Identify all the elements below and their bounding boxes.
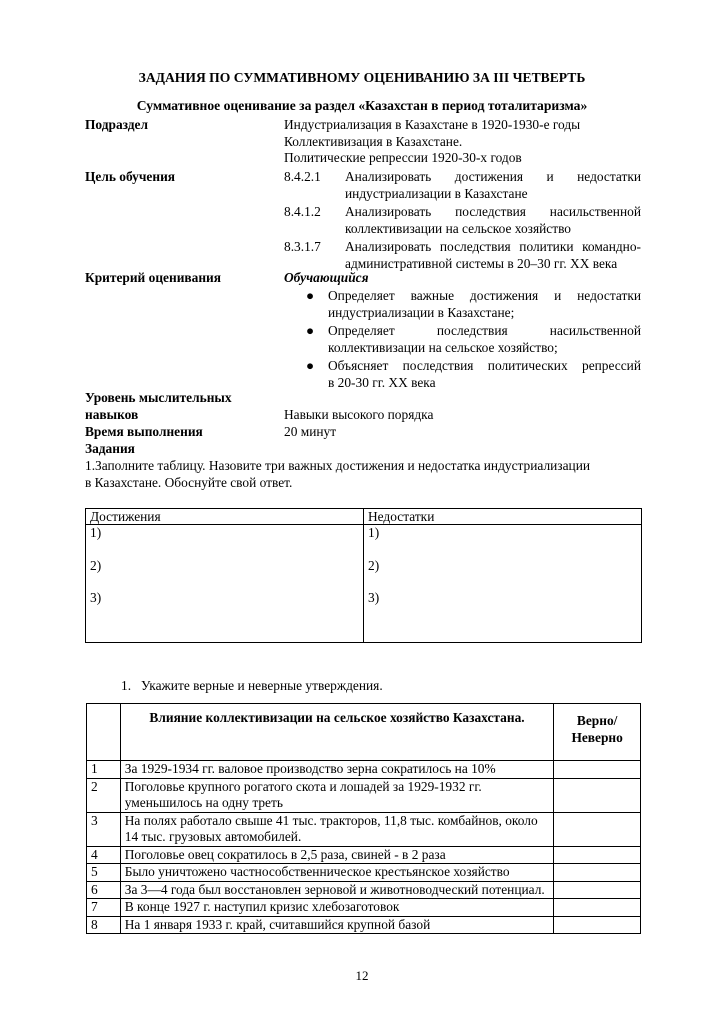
answer-cell[interactable] <box>554 846 641 864</box>
subsection-label: Подраздел <box>85 117 149 132</box>
goal-label: Цель обучения <box>85 169 176 184</box>
row-statement: Поголовье овец сократилось в 2,5 раза, свиней - в 2 раза <box>120 846 554 864</box>
time-value: 20 минут <box>284 424 337 439</box>
table-row <box>87 846 641 864</box>
goal-text: коллективизации на сельское хозяйство <box>345 220 571 236</box>
time-label: Время выполнения <box>85 424 203 439</box>
bullet-icon: ● <box>306 323 315 338</box>
answer-cell[interactable] <box>554 778 641 812</box>
achievements-header: Достижения <box>86 509 364 525</box>
table-row <box>87 864 641 882</box>
achievements-cell[interactable]: 1) 2) 3) <box>86 525 364 643</box>
goal-code: 8.3.1.7 <box>284 239 321 254</box>
row-number: 4 <box>87 846 121 864</box>
table-row <box>87 778 641 812</box>
goal-text: индустриализации в Казахстане <box>345 185 528 201</box>
criteria-item: ● Определяет последствия насильственной коллективизации на сельское хозяйство; <box>306 323 641 355</box>
criteria-list <box>300 288 641 391</box>
row-number: 5 <box>87 864 121 882</box>
row-number: 6 <box>87 881 121 899</box>
row-statement: Было уничтожено частнособственническое крестьянское хозяйство <box>120 864 554 882</box>
task1-instruction: 1.Заполните таблицу. Назовите три важных достижения и недостатка индустриализации в Казахстане. Обоснуйте свой ответ. <box>85 458 591 490</box>
subsection-values <box>284 117 641 167</box>
table-row <box>87 916 641 934</box>
row-statement: Поголовье крупного рогатого скота и лошадей за 1929-1932 гг. уменьшилось на одну треть <box>120 778 554 812</box>
statement-header: Влияние коллективизации на сельское хозяйство Казахстана. <box>120 704 554 761</box>
goal-text: Анализировать последствия политики командно- <box>345 239 641 254</box>
task2-instruction: Укажите верные и неверные утверждения. <box>141 678 383 693</box>
row-statement: За 1929-1934 гг. валовое производство зерна сократилось на 10% <box>120 761 554 779</box>
answer-cell[interactable] <box>554 864 641 882</box>
row-statement: За 3—4 года был восстановлен зерновой и животноводческий потенциал. <box>120 881 554 899</box>
goal-list <box>284 169 641 272</box>
goal-code: 8.4.1.2 <box>284 204 321 219</box>
thinking-label: Уровень мыслительных навыков <box>85 390 232 422</box>
shortcomings-header: Недостатки <box>364 509 642 525</box>
table-header-row <box>86 509 642 525</box>
tasks-label: Задания <box>85 441 135 456</box>
table-row <box>87 881 641 899</box>
goal-item <box>284 239 641 272</box>
criteria-intro: Обучающийся <box>284 270 369 285</box>
bullet-icon: ● <box>306 288 315 303</box>
table-row <box>87 899 641 917</box>
task2-number: 1. <box>121 678 132 693</box>
table-row <box>87 812 641 846</box>
row-statement: В конце 1927 г. наступил кризис хлебозаготовок <box>120 899 554 917</box>
page-title: ЗАДАНИЯ ПО СУММАТИВНОМУ ОЦЕНИВАНИЮ ЗА III ЧЕТВЕРТЬ <box>138 70 586 85</box>
goal-code: 8.4.2.1 <box>284 169 321 184</box>
answer-header: Верно/ Неверно <box>554 704 641 761</box>
row-statement: На 1 января 1933 г. край, считавшийся крупной базой <box>120 916 554 934</box>
subsection-line: Коллективизация в Казахстане. <box>284 133 463 149</box>
industrialization-table <box>85 508 642 643</box>
row-number: 2 <box>87 778 121 812</box>
table-row <box>86 525 642 643</box>
row-number: 1 <box>87 761 121 779</box>
row-number: 3 <box>87 812 121 846</box>
goal-item <box>284 204 641 237</box>
goal-item <box>284 169 641 202</box>
page-number: 12 <box>355 968 369 983</box>
goal-text: Анализировать достижения и недостатки <box>345 169 641 184</box>
answer-cell[interactable] <box>554 899 641 917</box>
goal-text: административной системы в 20–30 гг. XX века <box>345 255 618 271</box>
criteria-item: ● Определяет важные достижения и недостатки индустриализации в Казахстане; <box>306 288 641 320</box>
answer-cell[interactable] <box>554 916 641 934</box>
table-header-row <box>87 704 641 761</box>
answer-cell[interactable] <box>554 881 641 899</box>
collectivization-table <box>86 703 641 934</box>
goal-text: Анализировать последствия насильственной <box>345 204 641 219</box>
shortcomings-cell[interactable]: 1) 2) 3) <box>364 525 642 643</box>
criteria-item: ● Объясняет последствия политических репрессий в 20-30 гг. XX века <box>306 358 641 390</box>
subsection-line: Индустриализация в Казахстане в 1920-1930-е годы <box>284 117 581 132</box>
number-header <box>87 704 121 761</box>
subsection-line: Политические репрессии 1920-30-х годов <box>284 150 522 165</box>
row-number: 8 <box>87 916 121 934</box>
bullet-icon: ● <box>306 358 315 373</box>
section-subtitle: Суммативное оценивание за раздел «Казахстан в период тоталитаризма» <box>136 98 588 113</box>
criteria-label: Критерий оценивания <box>85 270 222 285</box>
answer-cell[interactable] <box>554 812 641 846</box>
row-statement: На полях работало свыше 41 тыс. тракторов, 11,8 тыс. комбайнов, около 14 тыс. грузовых автомобилей. <box>120 812 554 846</box>
answer-cell[interactable] <box>554 761 641 779</box>
table-row <box>87 761 641 779</box>
row-number: 7 <box>87 899 121 917</box>
thinking-value: Навыки высокого порядка <box>284 407 434 422</box>
